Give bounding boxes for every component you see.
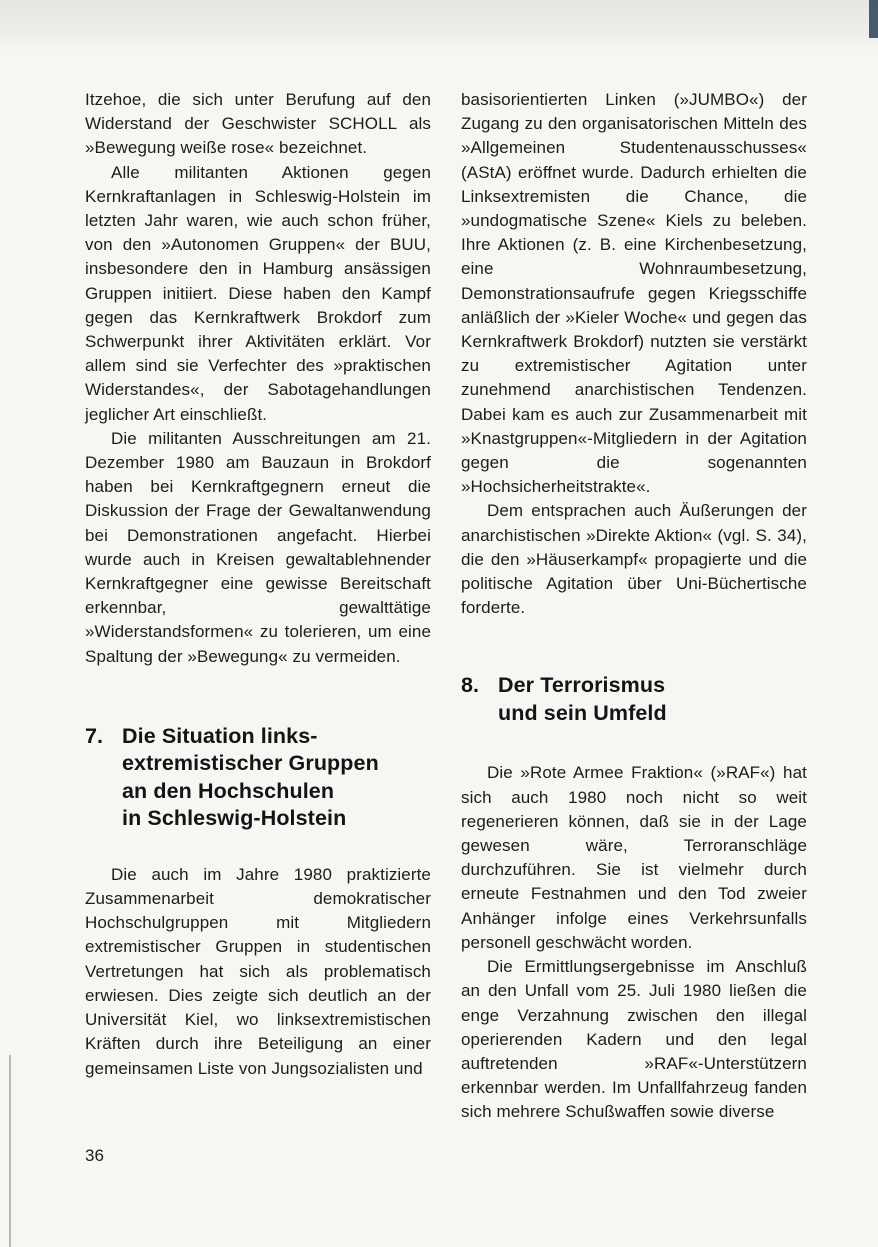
heading-7-line-3: an den Hochschulen xyxy=(122,778,335,803)
page-number: 36 xyxy=(85,1146,104,1165)
heading-8-line-2: und sein Umfeld xyxy=(498,700,667,725)
section-heading-7 xyxy=(85,723,431,833)
section-number-8: 8. xyxy=(461,673,480,698)
right-column xyxy=(461,88,807,1125)
heading-7-line-2: extremistischer Gruppen xyxy=(122,751,379,776)
paragraph-raf: Die »Rote Armee Fraktion« (»RAF«) hat sich auch 1980 noch nicht so weit regenerieren können, daß sie in der Lage gewesen wäre, Terroranschläge durchzuführen. Sie ist vielmehr durch erneute Festnahmen und den Tod zweier Anhänger infolge eines Verkehrsunfalls personell geschwächt worden. xyxy=(461,763,807,952)
paragraph-direkte-aktion: Dem entsprachen auch Äußerungen der anarchistischen »Direkte Aktion« (vgl. S. 34), die den »Häuserkampf« propagierte und die politische Agitation über Uni-Büchertische forderte. xyxy=(461,501,807,618)
scan-artifact-corner-mark xyxy=(869,0,878,38)
scan-artifact-edge-line xyxy=(9,1055,11,1247)
paragraph-militante-aktionen: Alle militanten Aktionen gegen Kernkraftanlagen in Schleswig-Holstein im letzten Jahr waren, wie auch schon früher, von den »Autonomen Gruppen« der BUU, insbesondere den in Hamburg ansässigen Gruppen initiiert. Diese haben den Kampf gegen das Kernkraftwerk Brokdorf zum Schwerpunkt ihrer Aktivitäten erklärt. Vor allem sind sie Verfechter des »praktischen Widerstandes«, der Sabotagehandlungen jeglicher Art einschließt. xyxy=(85,162,431,424)
heading-7-line-4: in Schleswig-Holstein xyxy=(122,806,347,831)
paragraph-ausschreitungen: Die militanten Ausschreitungen am 21. Dezember 1980 am Bauzaun in Brokdorf haben bei Kernkraftgegnern erneut die Diskussion der Frage der Gewaltanwendung bei Demonstrationen angefacht. Hierbei wurde auch in Kreisen gewaltablehnender Kernkraftgegner eine gewisse Bereitschaft erkennbar, gewalttätige »Widerstandsformen« zu tolerieren, um eine Spaltung der »Bewegung« zu vermeiden. xyxy=(85,428,431,666)
left-column xyxy=(85,88,431,1125)
heading-7-line-1: Die Situation links- xyxy=(122,723,318,748)
paragraph-itzehoe: Itzehoe, die sich unter Berufung auf den Widerstand der Geschwister SCHOLL als »Bewegung weiße rose« bezeichnet. xyxy=(85,90,431,158)
paragraph-basisorientierte: basisorientierten Linken (»JUMBO«) der Zugang zu den organisatorischen Mitteln des »Allgemeinen Studentenausschusses« (AStA) eröffnet wurde. Dadurch erhielten die Linksextremisten die Chance, die »undogmatische Szene« Kiels zu beleben. Ihre Aktionen (z. B. eine Kirchenbesetzung, eine Wohnraumbesetzung, Demonstrationsaufrufe gegen Kriegsschiffe anläßlich der »Kieler Woche« und gegen das Kernkraftwerk Brokdorf) nutzten sie verstärkt zu extremistischer Agitation unter zunehmend anarchistischen Tendenzen. Dabei kam es auch zur Zusammenarbeit mit »Knastgruppen«-Mitgliedern in der Agitation gegen die sogenannten »Hochsicherheitstrakte«. xyxy=(461,90,807,497)
scan-artifact-top-band xyxy=(0,0,878,54)
paragraph-zusammenarbeit: Die auch im Jahre 1980 praktizierte Zusammenarbeit demokratischer Hochschulgruppen mit Mitgliedern extremistischer Gruppen in studentischen Vertretungen hat sich als problematisch erwiesen. Dies zeigte sich deutlich an der Universität Kiel, wo linksextremistischen Kräften durch ihre Beteiligung an einer gemeinsamen Liste von Jungsozialisten und xyxy=(85,864,431,1078)
section-number-7: 7. xyxy=(85,723,104,748)
heading-8-line-1: Der Terrorismus xyxy=(498,673,666,698)
paragraph-ermittlungsergebnisse: Die Ermittlungsergebnisse im Anschluß an den Unfall vom 25. Juli 1980 ließen die enge Verzahnung zwischen den illegal operierenden Kadern und den legal auftretenden »RAF«-Unterstützern erkennbar werden. Im Unfallfahrzeug fanden sich mehrere Schußwaffen sowie diverse xyxy=(461,957,807,1122)
section-heading-8 xyxy=(461,672,807,727)
page-content xyxy=(85,88,807,1125)
